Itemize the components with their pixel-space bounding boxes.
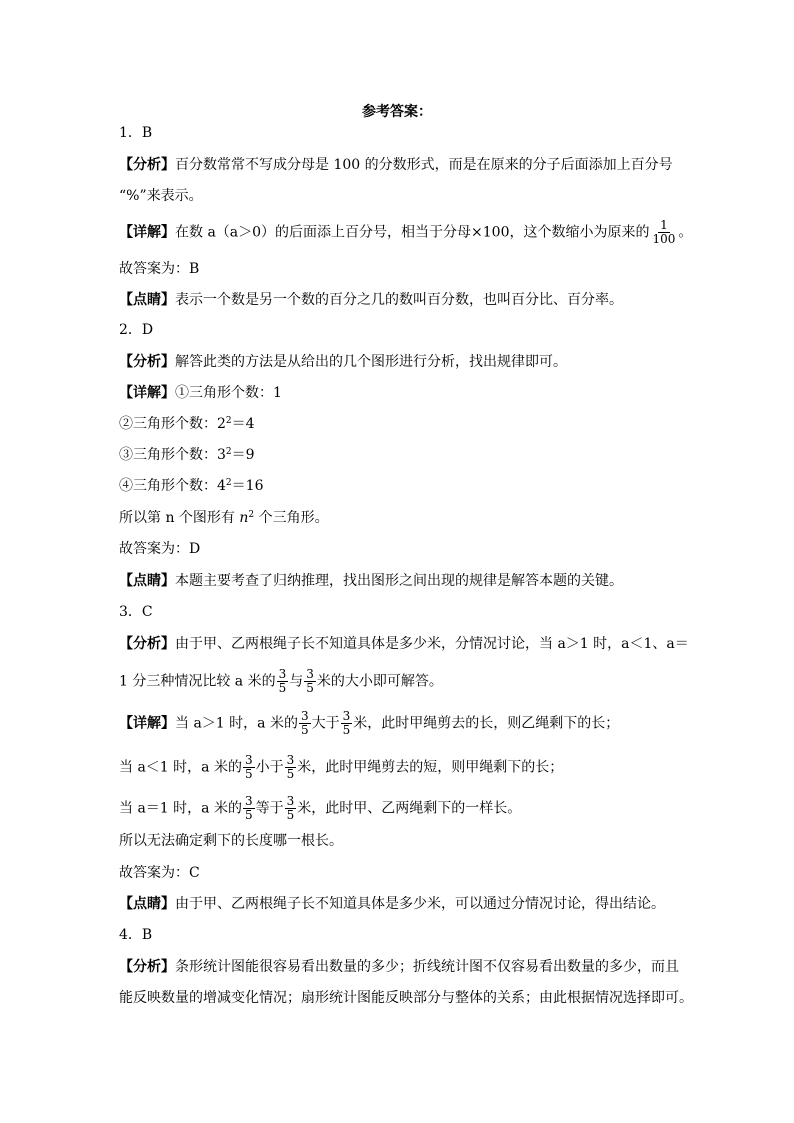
q2-d2-result: ＝4 xyxy=(231,416,255,432)
q2-d2-exp: 2 xyxy=(225,416,232,426)
q3-analysis-line-2 xyxy=(119,668,443,695)
fraction-denominator: 5 xyxy=(286,767,295,781)
fraction-three-fifths xyxy=(243,795,255,822)
q3-analysis-2c: 米的大小即可解答。 xyxy=(316,673,443,690)
q2-d4-result: ＝16 xyxy=(231,478,264,494)
q2-point-text: 本题主要考查了归纳推理，找出图形之间出现的规律是解答本题的关键。 xyxy=(175,573,623,589)
analysis-tag: 【分析】 xyxy=(119,636,175,652)
q1-point-text: 表示一个数是另一个数的百分之几的数叫百分数，也叫百分比、百分率。 xyxy=(175,292,623,308)
q2-detail-1 xyxy=(119,384,282,402)
analysis-tag: 【分析】 xyxy=(119,354,175,370)
q2-d4-base: 4 xyxy=(217,478,226,494)
fraction-denominator: 5 xyxy=(286,808,295,822)
q2-d3-exp: 2 xyxy=(225,447,232,457)
q1-detail xyxy=(119,219,692,246)
fraction-numerator: 3 xyxy=(286,753,295,767)
q3-c1b: 大于 xyxy=(311,715,340,732)
q3-analysis-2a: 1 分三种情况比较 a 米的 xyxy=(119,673,276,690)
q2-conclusion xyxy=(119,509,329,527)
fraction-numerator: 3 xyxy=(300,709,309,723)
page-title: 参考答案： xyxy=(362,104,432,120)
q2-d4-label: ④三角形个数： xyxy=(119,478,217,494)
q2-conclusion-exp: 2 xyxy=(248,510,255,520)
point-tag: 【点睛】 xyxy=(119,896,175,912)
q2-d2-base: 2 xyxy=(217,416,226,432)
fraction-three-fifths xyxy=(341,710,353,737)
q2-detail-4 xyxy=(119,477,263,495)
fraction-three-fifths xyxy=(243,754,255,781)
q3-c3a: 当 a＝1 时，a 米的 xyxy=(119,800,242,817)
q4-analysis-text-1: 条形统计图能很容易看出数量的多少；折线统计图不仅容易看出数量的多少，而且 xyxy=(175,959,679,975)
analysis-tag: 【分析】 xyxy=(119,959,175,975)
q3-c3c: 米，此时甲、乙两绳剩下的一样长。 xyxy=(297,800,522,817)
q4-analysis-line-2: 能反映数量的增减变化情况；扇形统计图能反映部分与整体的关系；由此根据情况选择即可。 xyxy=(119,990,693,1006)
q3-analysis-text-1: 由于甲、乙两根绳子长不知道具体是多少米，分情况讨论，当 a＞1 时，a＜1、a＝ xyxy=(175,636,689,652)
fraction-numerator: 1 xyxy=(660,218,668,232)
q1-analysis-line-1 xyxy=(119,156,673,174)
q3-detail-2 xyxy=(119,754,563,781)
q2-conclusion-b: 个三角形。 xyxy=(254,510,329,526)
q2-d1-value: 1 xyxy=(273,385,282,401)
q3-analysis-2b: 与 xyxy=(289,673,304,690)
fraction-three-fifths xyxy=(277,668,289,695)
q3-c2a: 当 a＜1 时，a 米的 xyxy=(119,759,242,776)
q2-d4-exp: 2 xyxy=(225,478,232,488)
q3-c1c: 米，此时甲绳剪去的长，则乙绳剩下的长； xyxy=(353,715,620,732)
fraction-one-hundredth xyxy=(651,219,678,246)
fraction-three-fifths xyxy=(304,668,316,695)
fraction-numerator: 3 xyxy=(244,794,253,808)
q3-detail-3 xyxy=(119,795,521,822)
fraction-denominator: 5 xyxy=(244,808,253,822)
q1-point xyxy=(119,291,623,309)
q1-answer: 故答案为：B xyxy=(119,261,200,277)
fraction-numerator: 3 xyxy=(244,753,253,767)
fraction-denominator: 5 xyxy=(244,767,253,781)
q3-point-text: 由于甲、乙两根绳子长不知道具体是多少米，可以通过分情况讨论，得出结论。 xyxy=(175,896,665,912)
fraction-three-fifths xyxy=(285,795,297,822)
q2-detail-3 xyxy=(119,446,255,464)
q1-number: 1．B xyxy=(119,125,153,141)
q2-analysis xyxy=(119,353,567,371)
detail-tag: 【详解】 xyxy=(119,715,175,732)
q3-c3b: 等于 xyxy=(255,800,284,817)
q1-analysis-line-2: “%”来表示。 xyxy=(119,188,203,204)
q2-point xyxy=(119,572,623,590)
q3-point xyxy=(119,895,665,913)
fraction-three-fifths xyxy=(299,710,311,737)
q2-conclusion-n: n xyxy=(239,510,249,526)
q3-c2b: 小于 xyxy=(255,759,284,776)
fraction-numerator: 3 xyxy=(286,794,295,808)
q2-answer: 故答案为：D xyxy=(119,541,201,557)
fraction-denominator: 5 xyxy=(278,681,287,695)
fraction-numerator: 3 xyxy=(278,667,287,681)
q3-number: 3．C xyxy=(119,604,153,620)
fraction-denominator: 5 xyxy=(306,681,314,695)
q3-detail-1 xyxy=(119,710,619,737)
q2-d3-base: 3 xyxy=(217,447,226,463)
fraction-numerator: 3 xyxy=(342,709,351,723)
detail-tag: 【详解】 xyxy=(119,385,175,401)
detail-tag: 【详解】 xyxy=(119,224,175,241)
q2-number: 2．D xyxy=(119,322,154,338)
fraction-three-fifths xyxy=(285,754,297,781)
q1-detail-text: 在数 a（a＞0）的后面添上百分号，相当于分母×100，这个数缩小为原来的 xyxy=(175,224,650,241)
q3-c2c: 米，此时甲绳剪去的短，则甲绳剩下的长； xyxy=(297,759,564,776)
fraction-denominator: 5 xyxy=(300,723,309,737)
q2-d3-label: ③三角形个数： xyxy=(119,447,217,463)
q2-d2-label: ②三角形个数： xyxy=(119,416,217,432)
q2-d1-label: ①三角形个数： xyxy=(175,385,273,401)
q3-c1a: 当 a＞1 时，a 米的 xyxy=(175,715,298,732)
q2-analysis-text: 解答此类的方法是从给出的几个图形进行分析，找出规律即可。 xyxy=(175,354,567,370)
fraction-denominator: 5 xyxy=(342,723,351,737)
analysis-tag: 【分析】 xyxy=(119,157,175,173)
fraction-denominator: 100 xyxy=(652,232,676,246)
q2-detail-2 xyxy=(119,415,255,433)
q1-analysis-text-1: 百分数常常不写成分母是 100 的分数形式，而是在原来的分子后面添加上百分号 xyxy=(175,157,673,173)
fraction-numerator: 3 xyxy=(306,667,314,681)
q4-number: 4．B xyxy=(119,927,153,943)
point-tag: 【点睛】 xyxy=(119,573,175,589)
q2-d3-result: ＝9 xyxy=(231,447,255,463)
q1-detail-end: 。 xyxy=(678,224,693,241)
q4-analysis-line-1 xyxy=(119,958,679,976)
point-tag: 【点睛】 xyxy=(119,292,175,308)
q3-answer: 故答案为：C xyxy=(119,865,200,881)
q2-conclusion-a: 所以第 n 个图形有 xyxy=(119,510,240,526)
q3-analysis-line-1 xyxy=(119,635,689,653)
q3-conclusion: 所以无法确定剩下的长度哪一根长。 xyxy=(119,833,343,849)
